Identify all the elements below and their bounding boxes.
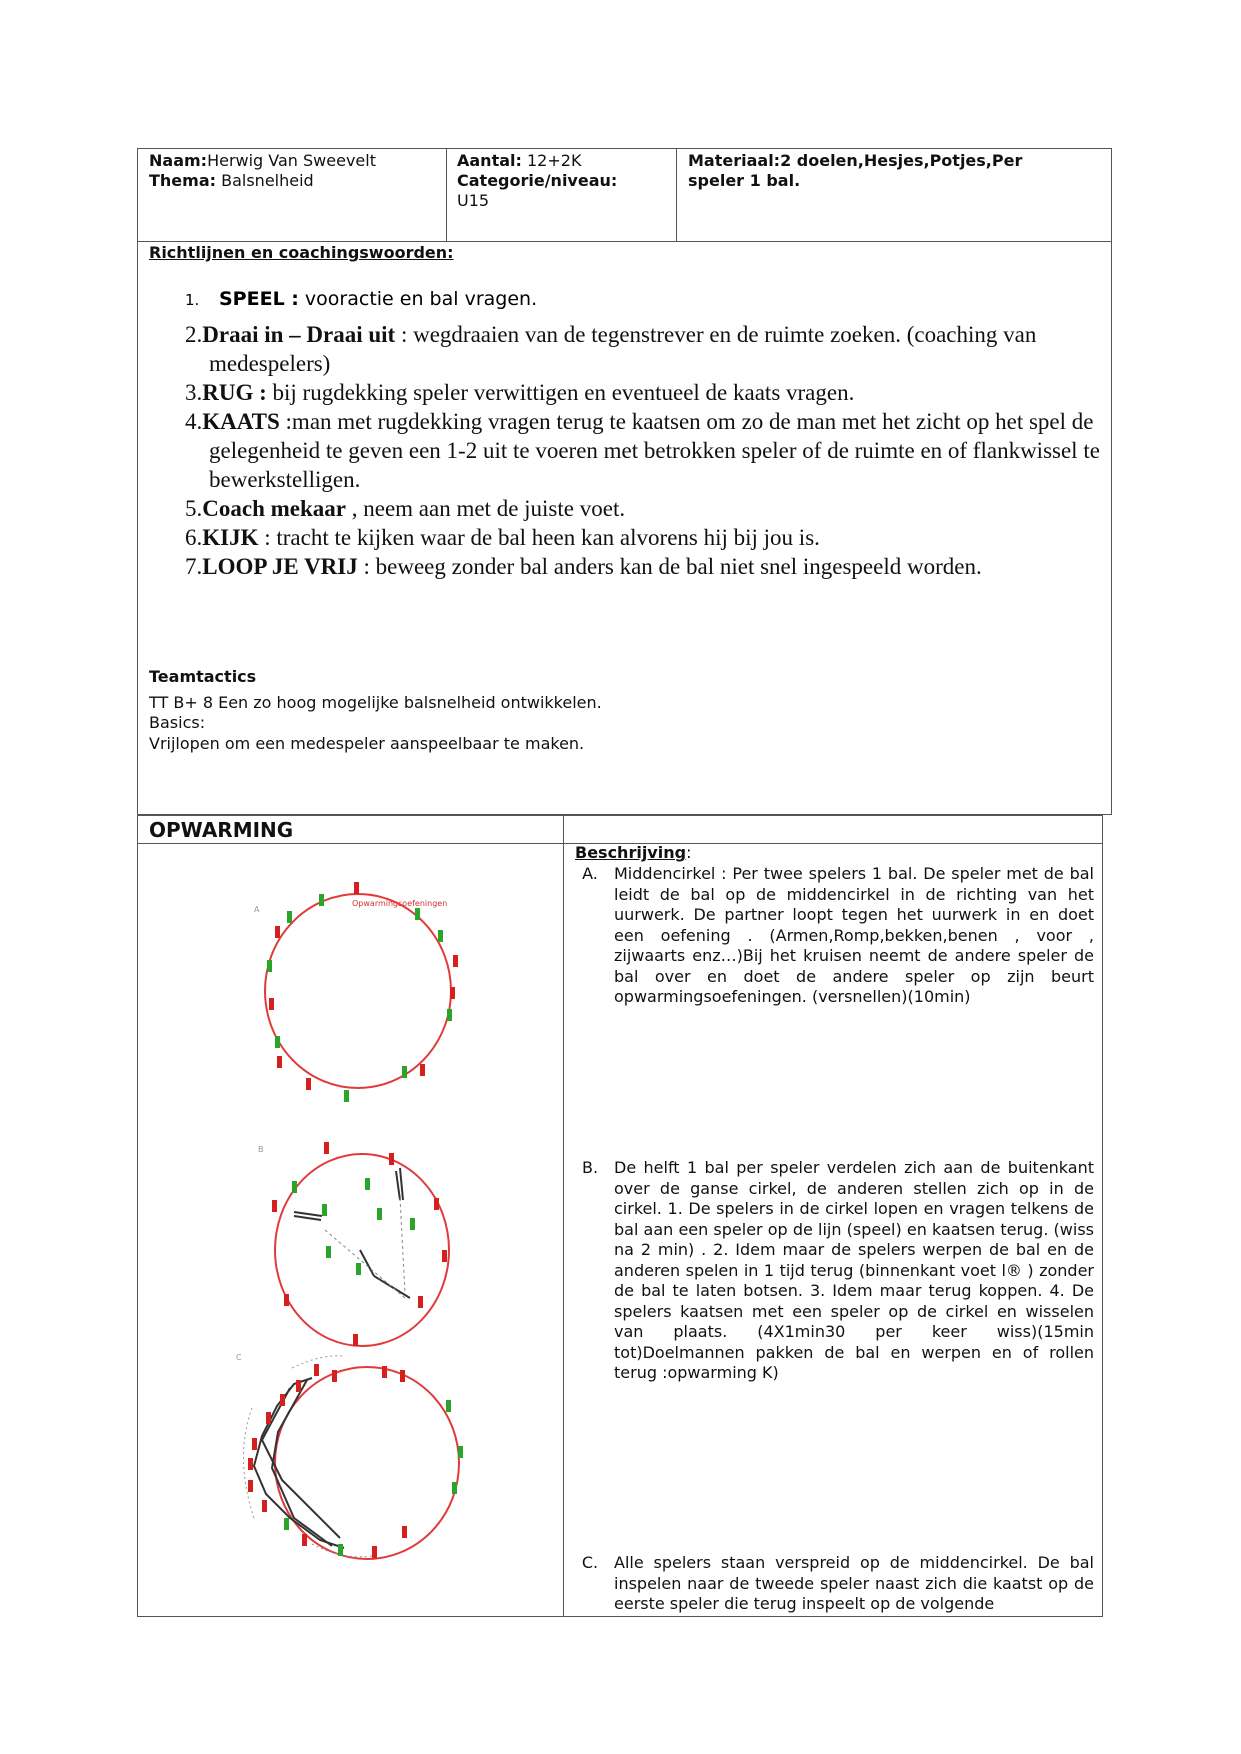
player-red — [402, 1526, 407, 1538]
diagram-c-dashed — [243, 1356, 372, 1557]
player-red — [418, 1296, 423, 1308]
player-red — [277, 1056, 282, 1068]
coaching-item-text: :man met rugdekking vragen terug te kaatsen om zo de man met het zicht op het spel de gelegenheid te geven een 1-2 uit te voeren met betrokken speler of de ruimte en of flankwissel te bewerkstelligen. — [209, 409, 1100, 492]
player-green — [410, 1218, 415, 1230]
coaching-item-text: : wegdraaien van de tegenstrever en de ruimte zoeken. (coaching van medespelers) — [209, 322, 1037, 376]
description-b — [566, 1158, 1094, 1384]
header-divider-2 — [676, 148, 677, 242]
coaching-item-keyword: KAATS — [202, 409, 280, 434]
player-green — [402, 1066, 407, 1078]
player-green — [438, 930, 443, 942]
diagram-a-players — [267, 882, 458, 1102]
player-red — [248, 1458, 253, 1470]
beschrijving-label: Beschrijving — [575, 843, 687, 862]
naam-label: Naam: — [149, 151, 208, 170]
player-green — [377, 1208, 382, 1220]
player-green — [284, 1518, 289, 1530]
player-red — [302, 1534, 307, 1546]
description-c-label: C. — [581, 1553, 599, 1572]
teamtactics-line3: Vrijlopen om een medespeler aanspeelbaar te maken. — [149, 734, 585, 753]
categorie-label: Categorie/niveau: — [457, 171, 618, 190]
diagram-c — [232, 1348, 472, 1568]
player-red — [269, 998, 274, 1010]
player-green — [365, 1178, 370, 1190]
description-a — [566, 864, 1094, 1008]
player-red — [280, 1394, 285, 1406]
categorie-value: U15 — [457, 191, 490, 210]
description-c-text: Alle spelers staan verspreid op de middencirkel. De bal inspelen naar de tweede speler naast zich die kaatst op de eerste speler die terug inspeelt op de volgende — [614, 1553, 1094, 1613]
player-red — [354, 882, 359, 894]
player-green — [458, 1446, 463, 1458]
player-green — [344, 1090, 349, 1102]
player-red — [324, 1142, 329, 1154]
player-green — [356, 1263, 361, 1275]
diagram-c-label: C — [236, 1353, 242, 1362]
aantal-label: Aantal: — [457, 151, 522, 170]
description-c — [566, 1553, 1094, 1615]
diagram-a-title: Opwarmingsoefeningen — [352, 899, 448, 908]
coaching-item-1-text: vooractie en bal vragen. — [298, 288, 538, 310]
player-red — [420, 1064, 425, 1076]
header-materiaal — [688, 151, 1038, 191]
player-red — [389, 1153, 394, 1165]
coaching-item-keyword: Coach mekaar — [202, 496, 346, 521]
player-red — [434, 1198, 439, 1210]
coaching-item-keyword: KIJK — [202, 525, 259, 550]
player-red — [284, 1294, 289, 1306]
description-b-label: B. — [581, 1158, 599, 1177]
coaching-item-num: 2. — [185, 322, 203, 347]
diagram-b — [250, 1138, 470, 1358]
diagram-c-arrows — [254, 1378, 344, 1548]
player-green — [326, 1246, 331, 1258]
coaching-item-1-num: 1. — [185, 291, 200, 309]
player-red — [266, 1412, 271, 1424]
player-red — [296, 1380, 301, 1392]
header-naam — [149, 151, 439, 191]
coaching-item-keyword: Draai in – Draai uit — [202, 322, 396, 347]
materiaal-text: Materiaal:2 doelen,Hesjes,Potjes,Per speler 1 bal. — [688, 151, 1023, 190]
player-red — [332, 1370, 337, 1382]
description-b-text: De helft 1 bal per speler verdelen zich aan de buitenkant over de ganse cirkel, de anderen stellen zich op in de cirkel. 1. De spelers in de cirkel lopen en vragen telkens de bal aan een speler op de lijn (speel) en kaatsen terug. (wiss na 2 min) . 2. Idem maar de spelers werpen de bal en de anderen spelen in 1 tijd terug (binnenkant voet l® ) zonder de bal te laten botsen. 3. Idem maar terug koppen. 4. De spelers kaatsen met een speler op de cirkel en wisselen van plaats. (4X1min30 per keer wiss)(15min tot)Doelmannen pakken de bal en werpen en of rollen terug :opwarming K) — [614, 1158, 1094, 1382]
coaching-item-5 — [185, 494, 1103, 523]
diagram-b-dashed — [325, 1198, 405, 1298]
player-red — [314, 1364, 319, 1376]
coaching-item-2 — [185, 320, 1103, 378]
description-a-label: A. — [582, 864, 598, 883]
coaching-item-3 — [185, 378, 1103, 407]
player-red — [275, 926, 280, 938]
player-green — [322, 1204, 327, 1216]
player-red — [400, 1370, 405, 1382]
coaching-item-text: : beweeg zonder bal anders kan de bal niet snel ingespeeld worden. — [357, 554, 982, 579]
coaching-item-text: bij rugdekking speler verwittigen en eventueel de kaats vragen. — [266, 380, 855, 405]
coaching-item-text: : tracht te kijken waar de bal heen kan alvorens hij bij jou is. — [258, 525, 820, 550]
player-red — [450, 987, 455, 999]
player-green — [452, 1482, 457, 1494]
player-red — [382, 1366, 387, 1378]
beschrijving-colon: : — [686, 843, 692, 862]
player-red — [353, 1334, 358, 1346]
diagram-b-label: B — [258, 1145, 264, 1154]
player-red — [453, 955, 458, 967]
teamtactics-title: Teamtactics — [149, 667, 257, 686]
player-red — [372, 1546, 377, 1558]
opwarming-col-divider — [563, 815, 564, 1617]
coaching-item-6 — [185, 523, 1103, 552]
player-green — [275, 1036, 280, 1048]
diagram-a-circle — [265, 894, 451, 1088]
coaching-item-num: 4. — [185, 409, 203, 434]
coaching-item-4 — [185, 407, 1103, 494]
naam-value: Herwig Van Sweevelt — [207, 151, 376, 170]
player-red — [252, 1438, 257, 1450]
coaching-item-text: , neem aan met de juiste voet. — [345, 496, 626, 521]
thema-value: Balsnelheid — [216, 171, 314, 190]
teamtactics-line2: Basics: — [149, 713, 206, 732]
coaching-item-num: 5. — [185, 496, 203, 521]
player-green — [292, 1181, 297, 1193]
player-green — [415, 908, 420, 920]
header-aantal — [457, 151, 672, 211]
coaching-list — [185, 320, 1103, 581]
coaching-item-1 — [185, 288, 537, 310]
description-a-text: Middencirkel : Per twee spelers 1 bal. De speler met de bal leidt de bal op de middencirkel in de richting van het uurwerk. De partner loopt tegen het uurwerk in en doet een oefening . (Armen,Romp,bekken,benen , voor , zijwaarts enz…)Bij het kruisen neemt de andere speler de bal over en doet de andere speler op zijn beurt opwarmingsoefeningen. (versnellen)(10min) — [614, 864, 1094, 1006]
player-green — [287, 911, 292, 923]
beschrijving-heading — [575, 843, 691, 863]
header-divider-1 — [446, 148, 447, 242]
coaching-item-keyword: RUG : — [202, 380, 267, 405]
diagram-a-label: A — [254, 905, 260, 914]
player-green — [338, 1544, 343, 1556]
player-red — [262, 1500, 267, 1512]
diagram-a — [240, 870, 480, 1110]
player-green — [267, 960, 272, 972]
player-green — [319, 894, 324, 906]
diagram-b-arrows — [294, 1168, 410, 1298]
player-red — [442, 1250, 447, 1262]
coaching-item-num: 7. — [185, 554, 203, 579]
aantal-value: 12+2K — [521, 151, 582, 170]
coaching-item-num: 6. — [185, 525, 203, 550]
thema-label: Thema: — [149, 171, 217, 190]
coaching-item-num: 3. — [185, 380, 203, 405]
player-green — [447, 1009, 452, 1021]
diagram-b-circle — [275, 1154, 449, 1346]
player-green — [446, 1400, 451, 1412]
teamtactics-line1: TT B+ 8 Een zo hoog mogelijke balsnelheid ontwikkelen. — [149, 693, 602, 712]
coaching-item-1-bold: SPEEL : — [219, 288, 299, 310]
player-red — [306, 1078, 311, 1090]
diagram-c-circle — [275, 1367, 459, 1559]
player-red — [272, 1200, 277, 1212]
opwarming-title: OPWARMING — [149, 818, 294, 842]
richtlijnen-title: Richtlijnen en coachingswoorden: — [149, 243, 454, 262]
player-red — [248, 1480, 253, 1492]
coaching-item-7 — [185, 552, 1103, 581]
coaching-item-keyword: LOOP JE VRIJ — [202, 554, 358, 579]
